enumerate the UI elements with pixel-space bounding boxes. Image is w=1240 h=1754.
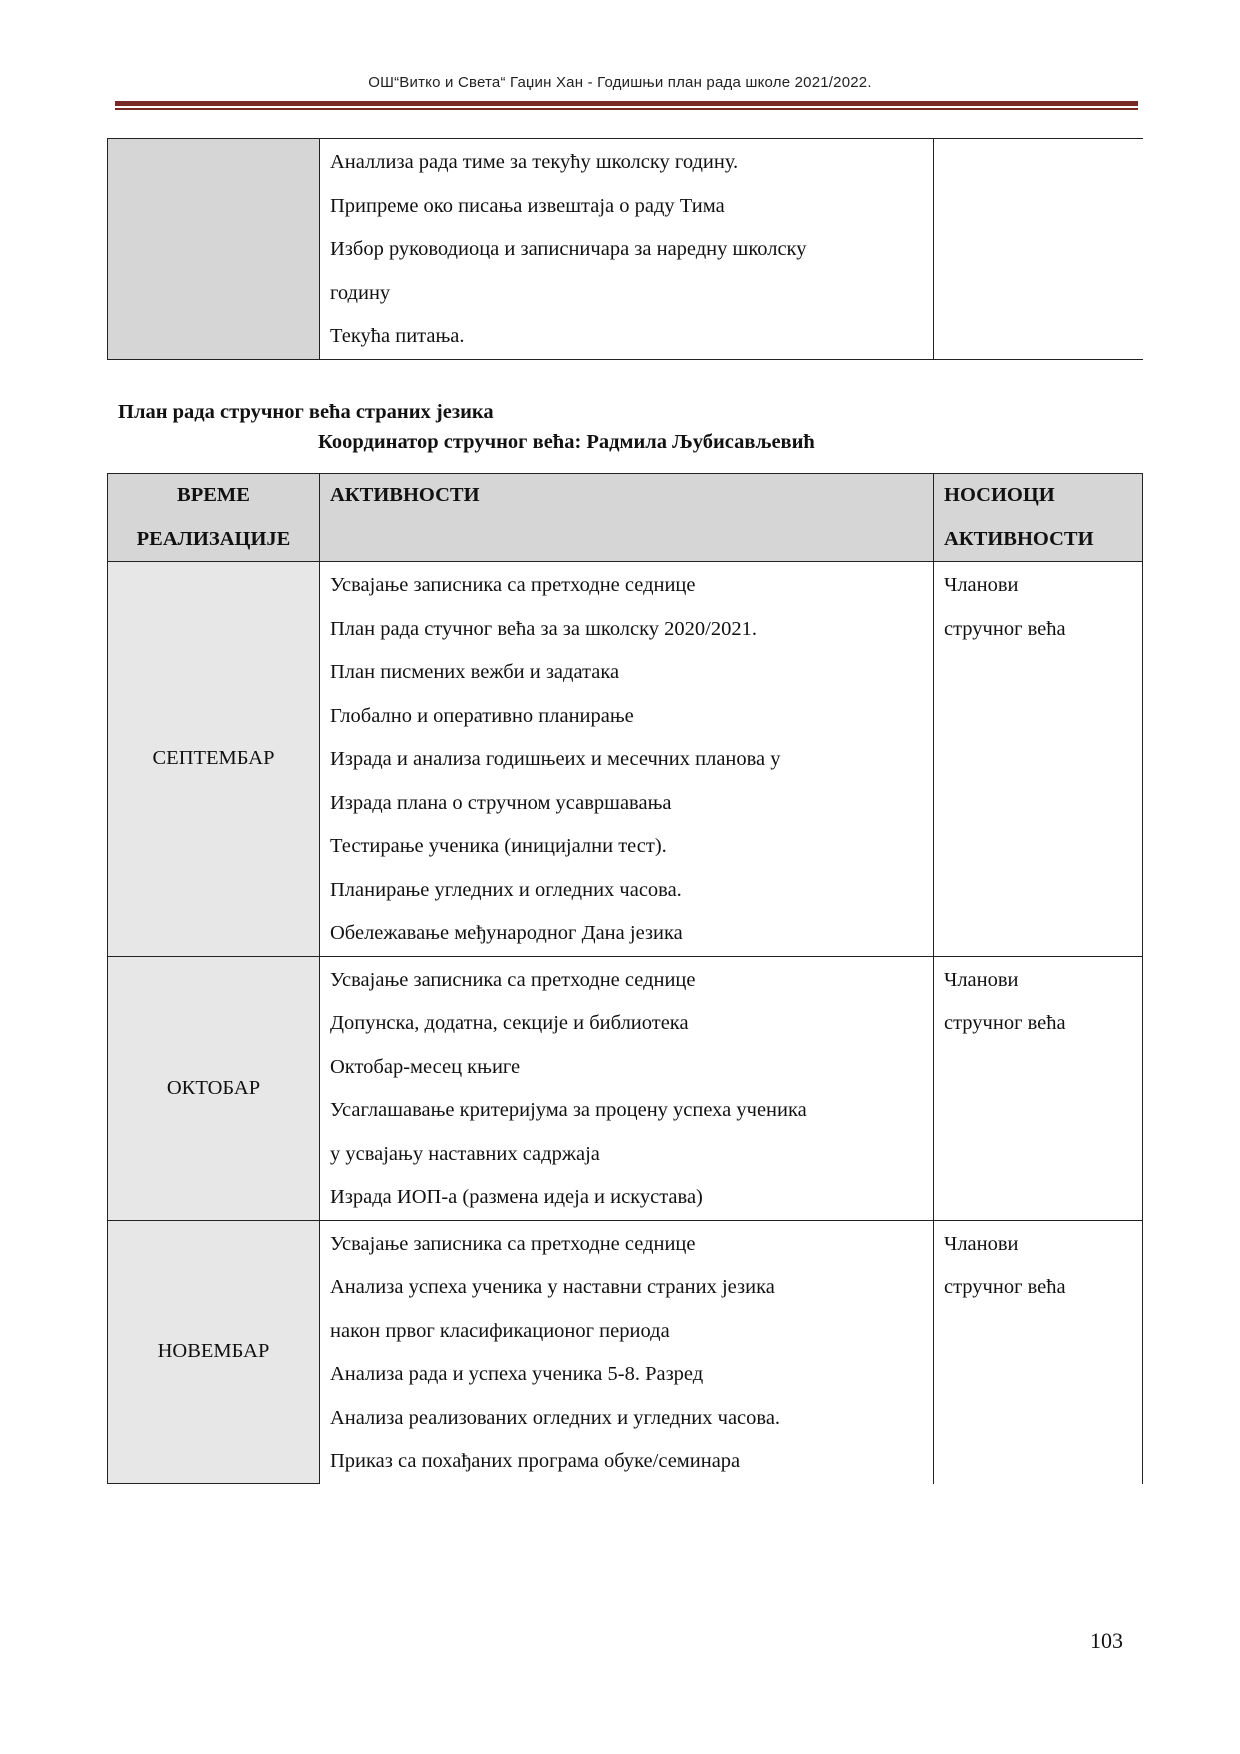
header-activities-label: АКТИВНОСТИ <box>330 484 480 506</box>
holder-line: стручног већа <box>944 1276 1066 1298</box>
activities-cell <box>320 562 934 957</box>
header-holders-line1: НОСИОЦИ <box>944 484 1055 506</box>
activity-line: План рада стучног већа за за школску 2020/2021. <box>330 617 757 640</box>
activity-line: Обележавање међународног Дана језика <box>330 922 683 944</box>
time-cell <box>108 139 320 360</box>
activities-cell <box>320 1220 934 1484</box>
month-cell: ОКТОБАР <box>108 956 320 1220</box>
header-rule <box>115 101 1138 106</box>
activity-line: Усвајање записника са претходне седнице <box>330 574 696 596</box>
activity-line: Текућа питања. <box>330 325 465 347</box>
header-activities <box>320 474 934 562</box>
activity-line: Анализа рада и успеха ученика 5-8. Разред <box>330 1363 704 1385</box>
coordinator-title: Координатор стручног већа: Радмила Љубисављевић <box>318 431 815 453</box>
activity-line: Израда ИОП-а (размена идеја и искустава) <box>330 1186 703 1208</box>
activity-line: Анализа успеха ученика у наставни страних језика <box>330 1276 775 1298</box>
holder-line: стручног већа <box>944 1012 1066 1034</box>
activity-line: Допунска, додатна, секције и библиотека <box>330 1012 689 1034</box>
activity-line: годину <box>330 281 391 304</box>
activity-line: Анализа реализованих огледних и угледних часова. <box>330 1406 781 1429</box>
continuation-table <box>107 138 1143 360</box>
holders-cell <box>934 1220 1143 1484</box>
activity-line: Аналлиза рада тиме за текућу школску годину. <box>330 151 739 173</box>
month-cell: НОВЕМБАР <box>108 1220 320 1484</box>
page-number: 103 <box>1090 1628 1123 1653</box>
holder-line: Чланови <box>944 1232 1019 1255</box>
header-time-line2: РЕАЛИЗАЦИЈЕ <box>136 527 291 550</box>
header-holders-line2: АКТИВНОСТИ <box>944 527 1094 550</box>
activity-line: Израда плана о стручном усавршавања <box>330 791 672 814</box>
holders-cell <box>934 562 1143 957</box>
table-row <box>108 562 1143 957</box>
activity-line: Припреме око писања извештаја о раду Тима <box>330 194 725 217</box>
holder-line: Чланови <box>944 968 1019 991</box>
holder-line: Чланови <box>944 574 1019 596</box>
header-time-line1: ВРЕМЕ <box>177 484 250 506</box>
activity-line: Усвајање записника са претходне седнице <box>330 968 696 991</box>
month-cell: СЕПТЕМБАР <box>108 562 320 957</box>
plan-table <box>107 473 1143 1484</box>
activity-line: након првог класификационог периода <box>330 1319 670 1342</box>
activity-line: Усвајање записника са претходне седнице <box>330 1232 696 1255</box>
header-holders <box>934 474 1143 562</box>
running-header: ОШ“Витко и Света“ Гаџин Хан - Годишњи план рада школе 2021/2022. <box>368 74 872 91</box>
activity-line: Глобално и оперативно планирање <box>330 704 634 727</box>
activity-line: Тестирање ученика (иницијални тест). <box>330 835 667 857</box>
activity-line: Усаглашавање критеријума за процену успеха ученика <box>330 1099 807 1121</box>
plan-title: План рада стручног већа страних језика <box>118 401 494 423</box>
activity-line: Октобар-месец књиге <box>330 1055 521 1078</box>
holders-cell <box>934 139 1143 360</box>
header-rule-thin <box>115 108 1138 110</box>
activities-cell <box>320 956 934 1220</box>
activity-line: у усвајању наставних садржаја <box>330 1142 600 1165</box>
holder-line: стручног већа <box>944 617 1066 640</box>
header-time <box>108 474 320 562</box>
table-row <box>108 956 1143 1220</box>
activity-line: План писмених вежби и задатака <box>330 661 620 683</box>
activity-line: Приказ са похађаних програма обуке/семинара <box>330 1450 741 1472</box>
header-row <box>108 474 1143 562</box>
activity-line: Израда и анализа годишњеих и месечних планова у <box>330 748 781 770</box>
holders-cell <box>934 956 1143 1220</box>
table-row <box>108 1220 1143 1484</box>
activity-line: Планирање угледних и огледних часова. <box>330 878 682 901</box>
activity-line: Избор руководиоца и записничара за наредну школску <box>330 238 807 260</box>
activities-cell <box>320 139 934 360</box>
